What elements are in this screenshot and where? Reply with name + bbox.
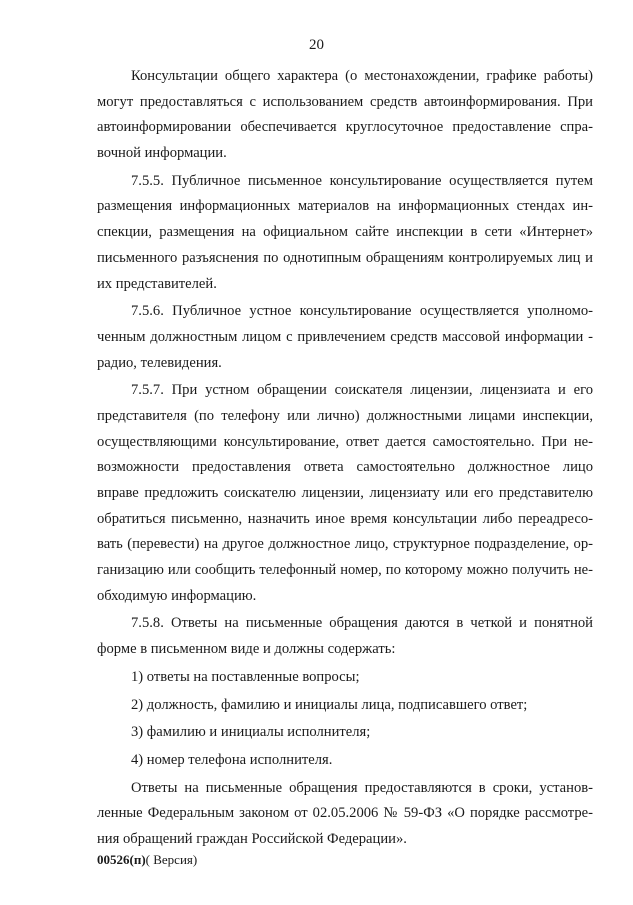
text-line: вправе предложить соискателю лицензии, лицензиату или его представителю [97,485,593,501]
text-line: 1) ответы на поставленные вопросы; [131,668,360,685]
text-line: радио, телевидения. [97,354,222,371]
text-line: спекции, размещения на официальном сайте инспекции в сети «Интернет» [97,224,593,241]
list-item [97,693,593,719]
paragraph-7-5-6 [97,299,593,376]
text-line: обратиться письменно, назначить иное время консультации либо переадресо- [97,510,593,527]
text-line: 4) номер телефона исполнителя. [131,751,333,768]
text-line: 7.5.7. При устном обращении соискателя лицензии, лицензиата и его [131,382,593,399]
text-line: размещения информационных материалов на информационных стендах ин- [97,198,593,215]
text-line: автоинформировании обеспечивается круглосуточное предоставление спра- [97,119,593,136]
page-number: 20 [309,37,324,53]
text-line: ленные Федеральным законом от 02.05.2006 № 59-ФЗ «О порядке рассмотре- [97,805,593,822]
text-line: 7.5.8. Ответы на письменные обращения даются в четкой и понятной [131,615,593,632]
text-line: Консультации общего характера (о местонахождении, графике работы) [131,68,593,84]
paragraph-answer-deadlines [97,776,593,853]
list-item [97,665,593,691]
text-line: их представителей. [97,275,217,292]
document-code: 00526(п) [97,852,146,867]
text-line: 2) должность, фамилию и инициалы лица, подписавшего ответ; [131,696,528,713]
list-item [97,748,593,774]
document-body [97,64,593,853]
text-line: 7.5.6. Публичное устное консультирование осуществляется уполномо- [131,303,593,320]
text-line: могут предоставляться с использованием средств автоинформирования. При [97,93,593,110]
text-line: письменного разъяснения по однотипным обращениям контролируемых лиц и [97,249,593,266]
document-footer [97,852,197,868]
paragraph-7-5-7 [97,378,593,609]
text-line: 7.5.5. Публичное письменное консультирование осуществляется путем [131,172,593,189]
text-line: вать (перевести) на другое должностное лицо, структурное подразделение, ор- [97,536,593,553]
text-line: форме в письменном виде и должны содержать: [97,641,396,658]
text-line: 3) фамилию и инициалы исполнителя; [131,724,371,741]
text-line: вочной информации. [97,145,227,162]
text-line: ганизацию или сообщить телефонный номер, по которому можно получить не- [97,562,593,579]
text-line: ния обращений граждан Российской Федерации». [97,830,407,847]
text-line: возможности предоставления ответа самостоятельно должностное лицо [97,459,593,476]
paragraph-7-5-5 [97,169,593,297]
text-line: обходимую информацию. [97,587,257,604]
text-line: Ответы на письменные обращения предоставляются в сроки, установ- [131,779,593,796]
text-line: ченным должностным лицом с привлечением средств массовой информации - [97,328,593,345]
document-version: ( Версия) [145,852,198,867]
list-item [97,720,593,746]
text-line: представителя (по телефону или лично) должностными лицами инспекции, [97,407,593,424]
paragraph-7-5-8 [97,611,593,662]
paragraph-autoinforming [97,64,593,167]
text-line: осуществляющими консультирование, ответ дается самостоятельно. При не- [97,433,593,450]
